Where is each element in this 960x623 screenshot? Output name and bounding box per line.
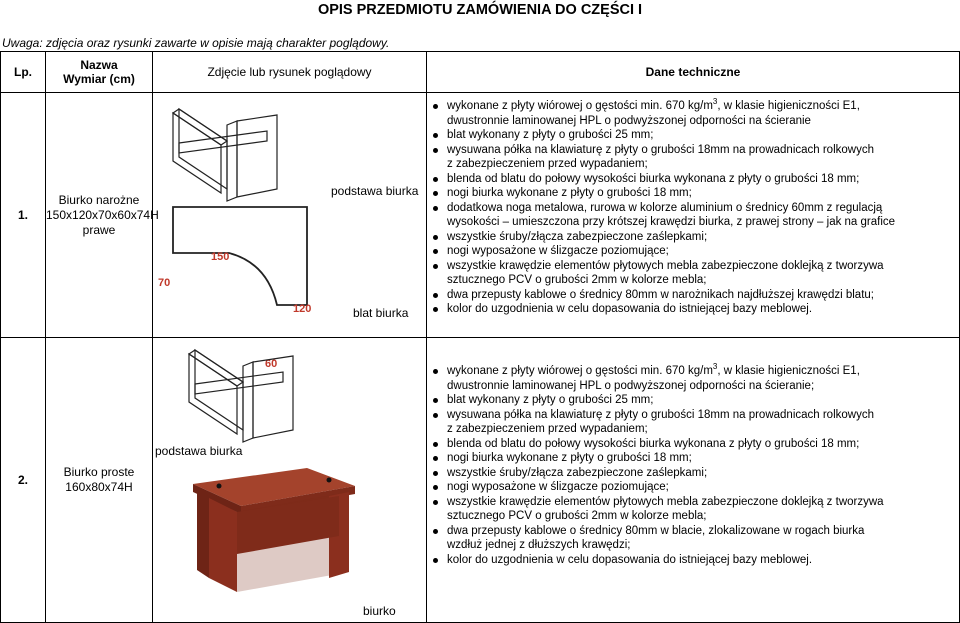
spec-item: wysuwana półka na klawiaturę z płyty o grubości 18mm na prowadnicach rolkowych	[447, 408, 955, 423]
row-name-line2: 160x80x74H	[65, 480, 133, 494]
spec-item: kolor do uzgodnienia w celu dopasowania do istniejącej bazy meblowej.	[447, 302, 955, 317]
spec-item: nogi wyposażone w ślizgacze poziomujące;	[447, 480, 955, 495]
spec-item: wykonane z płyty wiórowej o gęstości min. 670 $kg/m^3$, w klasie higieniczności E1,	[447, 99, 955, 114]
label-base: podstawa biurka	[155, 444, 243, 458]
specification-table	[0, 51, 960, 623]
spec-item: blenda od blatu do połowy wysokości biurka wykonana z płyty o grubości 18 mm;	[447, 437, 955, 452]
spec-item: blat wykonany z płyty o grubości 25 mm;	[447, 393, 955, 408]
spec-item: blenda od blatu do połowy wysokości biurka wykonana z płyty o grubości 18 mm;	[447, 172, 955, 187]
spec-item-continuation: sztucznego PCV o grubości 2mm w kolorze mebla;	[447, 274, 707, 286]
desk-base-drawing	[183, 342, 313, 452]
row-name-line1: Biurko proste	[63, 465, 135, 479]
header-photo: Zdjęcie lub rysunek poglądowy	[153, 52, 427, 93]
label-base: podstawa biurka	[331, 184, 419, 198]
spec-item-continuation: z zabezpieczeniem przed wypadaniem;	[447, 423, 648, 435]
row-illustration	[153, 338, 427, 623]
table-header-row	[1, 52, 960, 93]
header-specs: Dane techniczne	[427, 52, 960, 93]
table-row	[1, 338, 960, 623]
spec-item-continuation: dwustronnie laminowanej HPL o podwyższonej odporności na ścieranie;	[447, 379, 815, 392]
row-name-line1: Biurko narożne	[58, 192, 140, 207]
header-name-line2: Wymiar (cm)	[63, 72, 135, 86]
header-name-line1: Nazwa	[80, 58, 118, 72]
disclaimer-note: Uwaga: zdjęcia oraz rysunki zawarte w opisie mają charakter poglądowy.	[2, 36, 390, 50]
spec-item: kolor do uzgodnienia w celu dopasowania do istniejącej bazy meblowej.	[447, 553, 955, 568]
desk-photo	[189, 466, 359, 596]
row-name	[46, 338, 153, 623]
row-lp: 1.	[1, 93, 46, 338]
row-name	[46, 93, 159, 338]
spec-item: wykonane z płyty wiórowej o gęstości min. 670 $kg/m^3$, w klasie higieniczności E1,	[447, 364, 955, 379]
spec-item: nogi wyposażone w ślizgacze poziomujące;	[447, 244, 955, 259]
label-top: blat biurka	[353, 306, 409, 320]
spec-list	[427, 364, 959, 567]
dim-60: 60	[265, 358, 278, 370]
spec-item: nogi biurka wykonane z płyty o grubości 18 mm;	[447, 451, 955, 466]
spec-list	[427, 99, 959, 317]
spec-item-continuation: sztucznego PCV o grubości 2mm w kolorze mebla;	[447, 510, 707, 522]
spec-item: wszystkie śruby/złącza zabezpieczone zaślepkami;	[447, 466, 955, 481]
row-specs	[427, 93, 960, 338]
spec-item-continuation: wysokości – umieszczona przy krótszej krawędzi biurka, z prawej strony – jak na grafice	[447, 216, 896, 228]
spec-item: wszystkie śruby/złącza zabezpieczone zaślepkami;	[447, 230, 955, 245]
page-title: OPIS PRZEDMIOTU ZAMÓWIENIA DO CZĘŚCI I	[317, 2, 643, 18]
spec-item: dwa przepusty kablowe o średnicy 80mm w narożnikach najdłuższej krawędzi blatu;	[447, 288, 955, 303]
row-lp: 2.	[1, 338, 46, 623]
spec-item: dwa przepusty kablowe o średnicy 80mm w blacie, zlokalizowane w rogach biurka	[447, 524, 955, 539]
row-illustration	[153, 93, 427, 370]
spec-item: dodatkowa noga metalowa, rurowa w kolorze aluminium o średnicy 60mm z regulacją	[447, 201, 955, 216]
header-name	[46, 52, 153, 93]
dim-70: 70	[158, 277, 171, 289]
spec-item: nogi biurka wykonane z płyty o grubości 18 mm;	[447, 186, 955, 201]
dim-150: 150	[211, 251, 230, 263]
desk-base-drawing	[167, 101, 297, 211]
spec-item: blat wykonany z płyty o grubości 25 mm;	[447, 128, 955, 143]
spec-item-continuation: dwustronnie laminowanej HPL o podwyższonej odporności na ścieranie	[447, 114, 811, 127]
spec-item: wszystkie krawędzie elementów płytowych mebla zabezpieczone doklejką z tworzywa	[447, 495, 955, 510]
spec-item-continuation: z zabezpieczeniem przed wypadaniem;	[447, 158, 648, 170]
label-photo: biurko	[363, 604, 396, 618]
spec-item: wysuwana półka na klawiaturę z płyty o grubości 18mm na prowadnicach rolkowych	[447, 143, 955, 158]
row-name-line3: prawe	[82, 222, 116, 237]
header-lp: Lp.	[1, 52, 46, 93]
spec-item-continuation: wzdłuż jednej z dłuższych krawędzi;	[447, 539, 631, 551]
spec-item: wszystkie krawędzie elementów płytowych mebla zabezpieczone doklejką z tworzywa	[447, 259, 955, 274]
table-row	[1, 93, 960, 338]
row-specs	[427, 338, 960, 623]
row-name-line2: 150x120x70x60x74H	[46, 207, 159, 222]
dim-120: 120	[293, 303, 312, 315]
